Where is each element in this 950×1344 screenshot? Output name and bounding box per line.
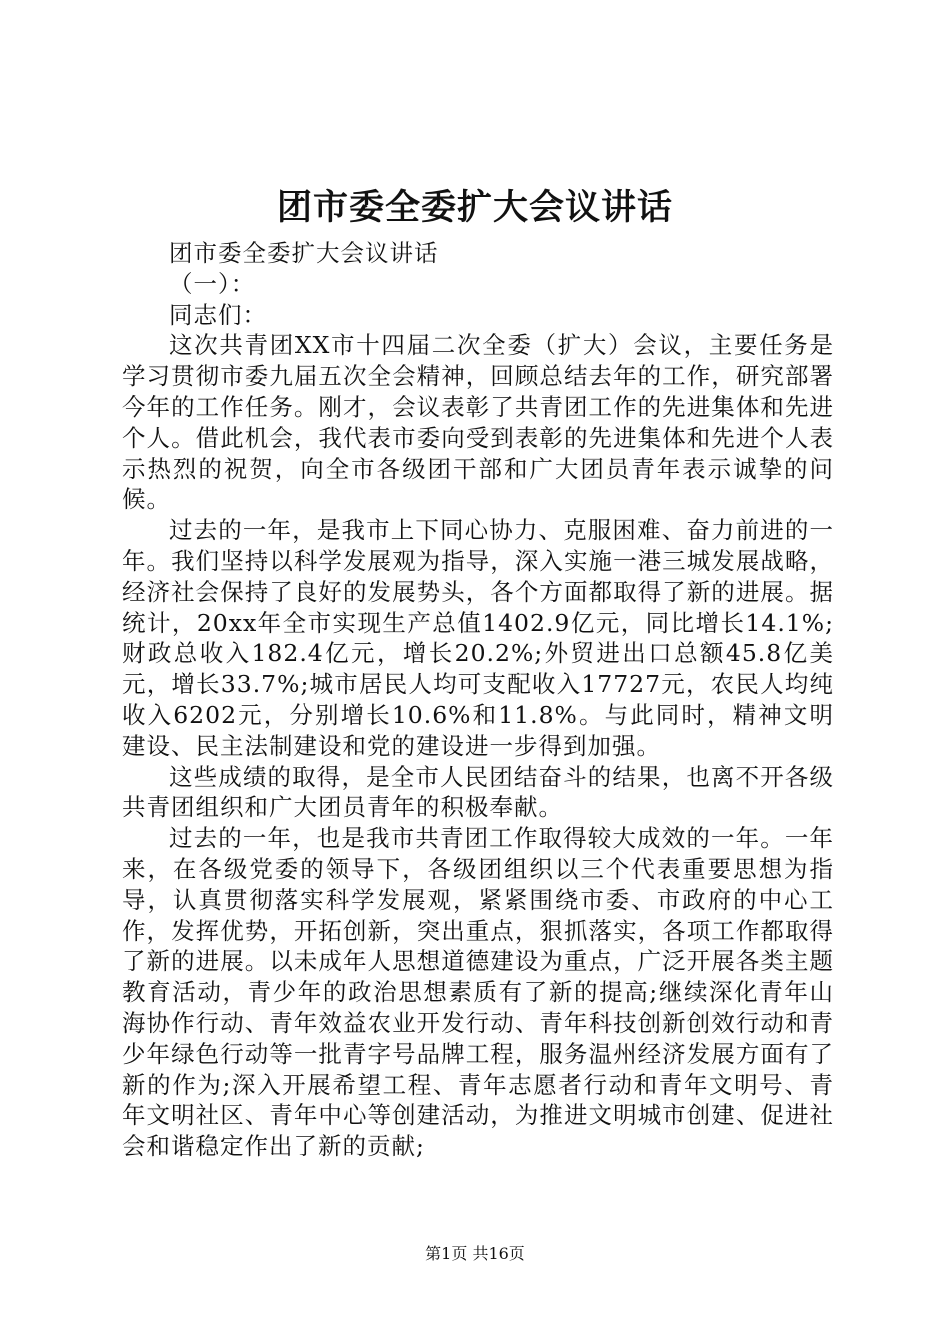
paragraph-section-number: （一）： <box>169 269 256 298</box>
paragraph-contribution: 这些成绩的取得，是全市人民团结奋斗的结果，也离不开各级共青团组织和广大团员青年的积极奉献。 <box>122 762 834 822</box>
paragraph-league-work: 过去的一年，也是我市共青团工作取得较大成效的一年。一年来，在各级党委的领导下，各级团组织以三个代表重要思想为指导，认真贯彻落实科学发展观，紧紧围绕市委、市政府的中心工作，发挥优势，开拓创新，突出重点，狠抓落实，各项工作都取得了新的进展。以未成年人思想道德建设为重点，广泛开展各类主题教育活动，青少年的政治思想素质有了新的提高;继续深化青年山海协作行动、青年效益农业开发行动、青年科技创新创效行动和青少年绿色行动等一批青字号品牌工程，服务温州经济发展方面有了新的作为;深入开展希望工程、青年志愿者行动和青年文明号、青年文明社区、青年中心等创建活动，为推进文明城市创建、促进社会和谐稳定作出了新的贡献; <box>122 824 834 1161</box>
page-footer: 第1页 共16页 <box>425 1244 525 1263</box>
document-title: 团市委全委扩大会议讲话 <box>276 187 673 228</box>
paragraph-salutation: 同志们： <box>169 300 267 329</box>
document-body <box>122 238 834 1162</box>
paragraph-heading: 团市委全委扩大会议讲话 <box>169 239 439 267</box>
paragraph-achievements: 过去的一年，是我市上下同心协力、克服困难、奋力前进的一年。我们坚持以科学发展观为指导，深入实施一港三城发展战略，经济社会保持了良好的发展势头，各个方面都取得了新的进展。据统计，20xx年全市实现生产总值1402.9亿元，同比增长14.1%;财政总收入182.4亿元，增长20.2%;外贸进出口总额45.8亿美元，增长33.7%;城市居民人均可支配收入17727元，农民人均纯收入6202元，分别增长10.6%和11.8%。与此同时，精神文明建设、民主法制建设和党的建设进一步得到加强。 <box>122 516 834 760</box>
paragraph-opening: 这次共青团XX市十四届二次全委（扩大）会议，主要任务是学习贯彻市委九届五次全会精神，回顾总结去年的工作，研究部署今年的工作任务。刚才，会议表彰了共青团工作的先进集体和先进个人。借此机会，我代表市委向受到表彰的先进集体和先进个人表示热烈的祝贺，向全市各级团干部和广大团员青年表示诚挚的问候。 <box>122 331 834 514</box>
